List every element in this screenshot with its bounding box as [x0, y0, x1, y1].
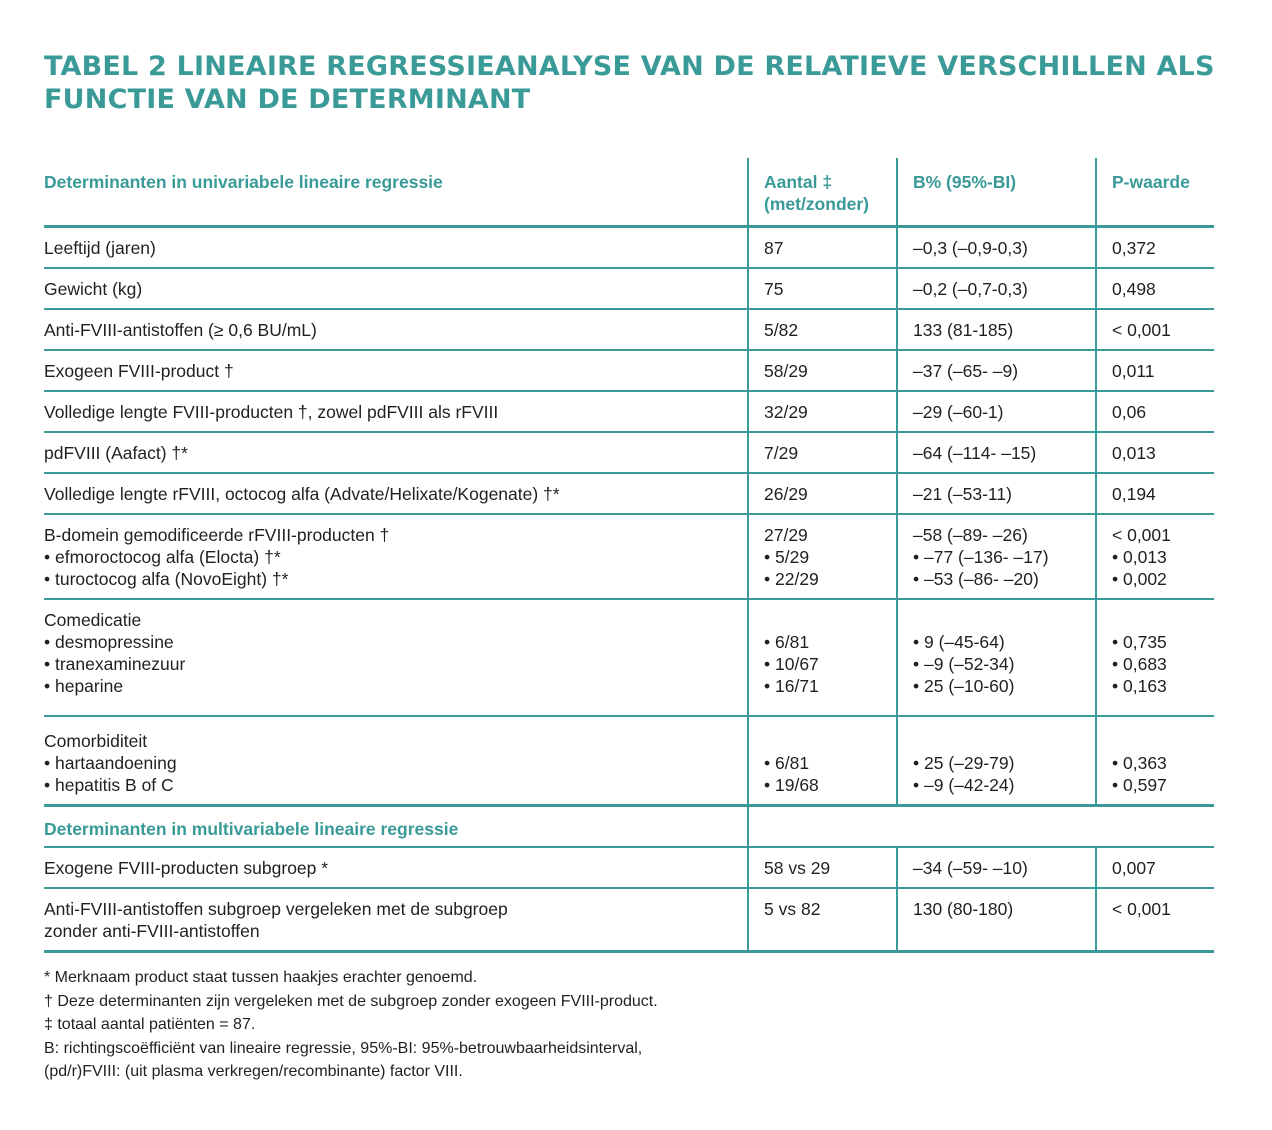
comorbiditeit-det-line: Comorbiditeit — [44, 731, 148, 751]
header-b-percent: B% (95%-BI) — [897, 158, 1096, 227]
comorbiditeit-aantal-line: • 6/81 — [764, 753, 810, 773]
cell-aantal — [748, 599, 897, 716]
cell-aantal: 75 — [748, 268, 897, 309]
cell-aantal: 7/29 — [748, 432, 897, 473]
cell-p: 0,011 — [1096, 350, 1214, 391]
table-row-comorbiditeit — [44, 716, 1214, 806]
cell-aantal: 87 — [748, 227, 897, 269]
cell-aantal: 58 vs 29 — [748, 847, 897, 888]
cell-determinant: Leeftijd (jaren) — [44, 227, 748, 269]
bdomein-b-line: –58 (–89- –26) — [913, 525, 1028, 545]
cell-p — [1096, 599, 1214, 716]
cell-p: 0,013 — [1096, 432, 1214, 473]
comedicatie-det-line: • tranexaminezuur — [44, 654, 186, 674]
bdomein-aantal-line: 27/29 — [764, 525, 808, 545]
multivariabele-heading: Determinanten in multivariabele lineaire regressie — [44, 806, 748, 848]
bdomein-det-line: B-domein gemodificeerde rFVIII-producten † — [44, 525, 390, 545]
bdomein-b-line: • –53 (–86- –20) — [913, 569, 1039, 589]
cell-b: –0,2 (–0,7-0,3) — [897, 268, 1096, 309]
cell-b — [897, 514, 1096, 599]
table-row — [44, 847, 1214, 888]
table-row-bdomein — [44, 514, 1214, 599]
cell-determinant: Volledige lengte rFVIII, octocog alfa (Advate/Helixate/Kogenate) †* — [44, 473, 748, 514]
cell-b — [897, 716, 1096, 806]
comedicatie-b-line: • –9 (–52-34) — [913, 654, 1015, 674]
table-header-row — [44, 158, 1214, 227]
comorbiditeit-b-line: • –9 (–42-24) — [913, 775, 1015, 795]
table-row — [44, 391, 1214, 432]
footnote: (pd/r)FVIII: (uit plasma verkregen/recombinante) factor VIII. — [44, 1063, 463, 1080]
multivariabele-heading-empty — [748, 806, 1214, 848]
bdomein-det-line: • efmoroctocog alfa (Elocta) †* — [44, 547, 281, 567]
table-row-comedicatie — [44, 599, 1214, 716]
cell-aantal: 32/29 — [748, 391, 897, 432]
cell-b: –37 (–65- –9) — [897, 350, 1096, 391]
cell-determinant — [44, 716, 748, 806]
comedicatie-b-line: • 9 (–45-64) — [913, 632, 1005, 652]
multi-det-line: Anti-FVIII-antistoffen subgroep vergeleken met de subgroep — [44, 899, 508, 919]
cell-b: 130 (80-180) — [897, 888, 1096, 952]
comedicatie-p-line: • 0,735 — [1112, 632, 1167, 652]
cell-determinant — [44, 514, 748, 599]
cell-p: 0,498 — [1096, 268, 1214, 309]
footnote: B: richtingscoëfficiënt van lineaire regressie, 95%-BI: 95%-betrouwbaarheidsinterval, — [44, 1039, 643, 1057]
comorbiditeit-det-line: • hepatitis B of C — [44, 775, 174, 795]
table-title: TABEL 2 LINEAIRE REGRESSIEANALYSE VAN DE RELATIEVE VERSCHILLEN ALS FUNCTIE VAN DE DETERMINANT — [44, 51, 1215, 115]
comorbiditeit-p-line: • 0,363 — [1112, 753, 1167, 773]
cell-p: 0,194 — [1096, 473, 1214, 514]
cell-p: 0,372 — [1096, 227, 1214, 269]
comorbiditeit-det-line: • hartaandoening — [44, 753, 177, 773]
comorbiditeit-p-line: • 0,597 — [1112, 775, 1167, 795]
cell-determinant — [44, 599, 748, 716]
bdomein-aantal-line: • 22/29 — [764, 569, 819, 589]
comedicatie-aantal-line: • 6/81 — [764, 632, 810, 652]
comedicatie-det-line: • desmopressine — [44, 632, 174, 652]
section-header-multivariabele — [44, 806, 1214, 848]
header-aantal-line1: Aantal ‡ — [764, 172, 833, 192]
comedicatie-aantal-line: • 16/71 — [764, 676, 819, 696]
cell-p: < 0,001 — [1096, 309, 1214, 350]
table-row — [44, 227, 1214, 269]
cell-p: 0,007 — [1096, 847, 1214, 888]
bdomein-p-line: • 0,013 — [1112, 547, 1167, 567]
comorbiditeit-b-line: • 25 (–29-79) — [913, 753, 1015, 773]
cell-determinant: Volledige lengte FVIII-producten †, zowel pdFVIII als rFVIII — [44, 391, 748, 432]
cell-aantal — [748, 716, 897, 806]
table-row — [44, 473, 1214, 514]
cell-determinant: pdFVIII (Aafact) †* — [44, 432, 748, 473]
bdomein-p-line: < 0,001 — [1112, 525, 1171, 545]
table-row — [44, 350, 1214, 391]
bdomein-p-line: • 0,002 — [1112, 569, 1167, 589]
cell-determinant: Exogeen FVIII-product † — [44, 350, 748, 391]
comorbiditeit-aantal-line: • 19/68 — [764, 775, 819, 795]
comedicatie-det-line: Comedicatie — [44, 610, 142, 630]
footnote: * Merknaam product staat tussen haakjes erachter genoemd. — [44, 969, 478, 986]
cell-aantal — [748, 514, 897, 599]
table-row — [44, 309, 1214, 350]
header-aantal — [748, 158, 897, 227]
cell-p — [1096, 514, 1214, 599]
header-p-waarde: P-waarde — [1096, 158, 1214, 227]
comedicatie-aantal-line: • 10/67 — [764, 654, 819, 674]
cell-p: 0,06 — [1096, 391, 1214, 432]
cell-determinant — [44, 888, 748, 952]
cell-b — [897, 599, 1096, 716]
footnote: † Deze determinanten zijn vergeleken met de subgroep zonder exogeen FVIII-product. — [44, 992, 658, 1010]
comedicatie-b-line: • 25 (–10-60) — [913, 676, 1015, 696]
table-row — [44, 432, 1214, 473]
table-row — [44, 268, 1214, 309]
cell-aantal: 58/29 — [748, 350, 897, 391]
footnotes — [44, 966, 1214, 1084]
bdomein-b-line: • –77 (–136- –17) — [913, 547, 1049, 567]
footnote: ‡ totaal aantal patiënten = 87. — [44, 1016, 256, 1033]
header-determinanten: Determinanten in univariabele lineaire regressie — [44, 158, 748, 227]
multi-det-line: zonder anti-FVIII-antistoffen — [44, 921, 260, 941]
comedicatie-det-line: • heparine — [44, 676, 124, 696]
cell-b: –29 (–60-1) — [897, 391, 1096, 432]
table-row — [44, 888, 1214, 952]
bdomein-det-line: • turoctocog alfa (NovoEight) †* — [44, 569, 289, 589]
cell-p: < 0,001 — [1096, 888, 1214, 952]
cell-p — [1096, 716, 1214, 806]
cell-b: –0,3 (–0,9-0,3) — [897, 227, 1096, 269]
header-aantal-line2: (met/zonder) — [764, 194, 869, 214]
cell-aantal: 5 vs 82 — [748, 888, 897, 952]
cell-determinant: Anti-FVIII-antistoffen (≥ 0,6 BU/mL) — [44, 309, 748, 350]
cell-b: 133 (81-185) — [897, 309, 1096, 350]
cell-determinant: Gewicht (kg) — [44, 268, 748, 309]
comedicatie-p-line: • 0,683 — [1112, 654, 1167, 674]
cell-aantal: 5/82 — [748, 309, 897, 350]
cell-b: –64 (–114- –15) — [897, 432, 1096, 473]
cell-b: –34 (–59- –10) — [897, 847, 1096, 888]
bdomein-aantal-line: • 5/29 — [764, 547, 810, 567]
cell-determinant: Exogene FVIII-producten subgroep * — [44, 847, 748, 888]
regression-table — [44, 158, 1214, 953]
comedicatie-p-line: • 0,163 — [1112, 676, 1167, 696]
cell-aantal: 26/29 — [748, 473, 897, 514]
cell-b: –21 (–53-11) — [897, 473, 1096, 514]
